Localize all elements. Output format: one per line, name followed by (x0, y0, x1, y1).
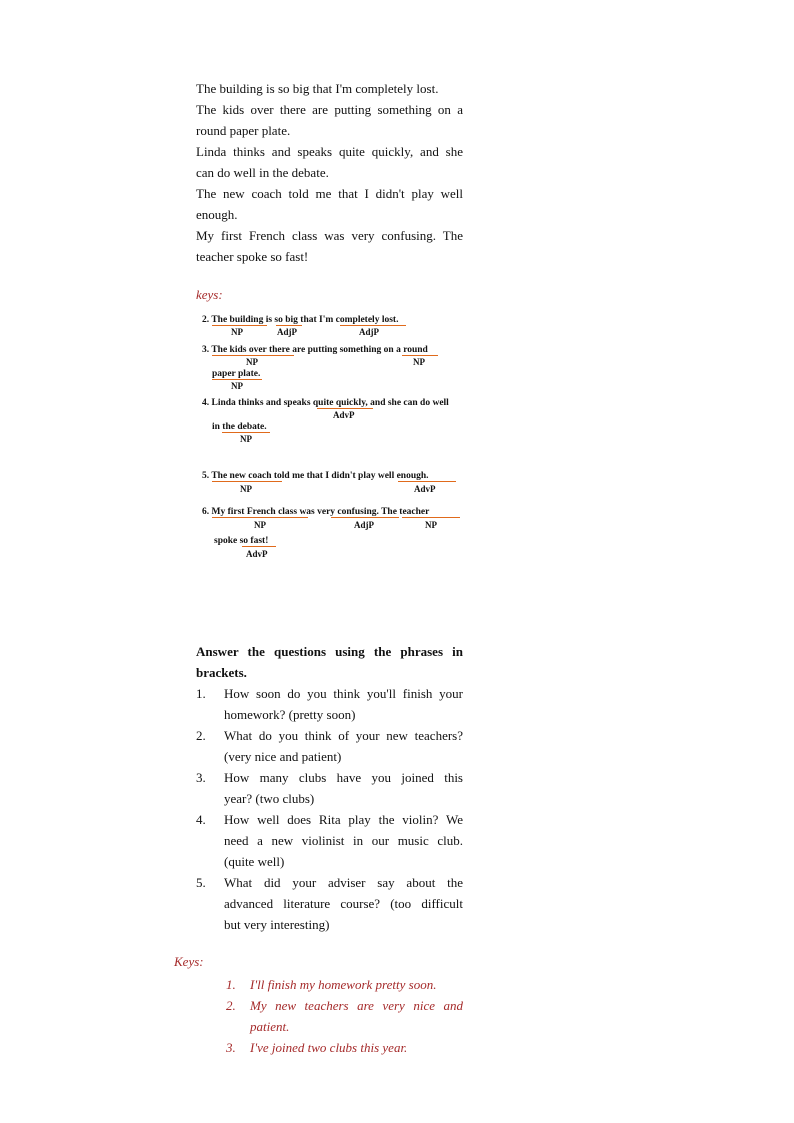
sentence-5-line-1: My first French class was very confusing. The (196, 228, 463, 243)
question-item (196, 683, 463, 725)
sentence-4-line-1: The new coach told me that I didn't play well (196, 186, 463, 201)
question-line: (very nice and patient) (224, 749, 342, 764)
label-np: NP (254, 520, 266, 530)
answer-number: 3. (226, 1040, 236, 1055)
label-np: NP (240, 484, 252, 494)
question-line: What do you think of your new teachers? (224, 728, 463, 743)
exercise-heading (196, 641, 463, 683)
underline-np (402, 517, 460, 518)
sentence-3-line-2: can do well in the debate. (196, 165, 329, 180)
keys-label: keys: (196, 287, 223, 302)
label-np: NP (413, 357, 425, 367)
underline-np (212, 481, 282, 482)
question-line: How many clubs have you joined this (224, 770, 463, 785)
question-number: 5. (196, 875, 206, 890)
label-adjp: AdjP (359, 327, 379, 337)
answer-item (226, 974, 463, 995)
underline-adjp (276, 325, 302, 326)
question-line: What did your adviser say about the (224, 875, 463, 890)
annotated-sentence-3-line-1: 3. The kids over there are putting something on a round (202, 345, 428, 355)
sentence-1-line-1: The building is so big that I'm completely lost. (196, 81, 439, 96)
answer-item (226, 995, 463, 1037)
sentence-2-line-1: The kids over there are putting something on a (196, 102, 463, 117)
sentence-4-line-2: enough. (196, 207, 238, 222)
label-np: NP (231, 381, 243, 391)
label-np: NP (425, 520, 437, 530)
underline-adjp (331, 517, 399, 518)
label-np: NP (246, 357, 258, 367)
exercise-heading-line-1: Answer the questions using the phrases in (196, 644, 463, 659)
label-np: NP (240, 434, 252, 444)
annotated-sentence-6-line-1: 6. My first French class was very confusing. The teacher (202, 507, 430, 517)
underline-np (212, 325, 267, 326)
question-line: How well does Rita play the violin? We (224, 812, 463, 827)
underline-np (212, 379, 262, 380)
label-advp: AdvP (246, 549, 268, 559)
question-number: 1. (196, 686, 206, 701)
question-list (196, 683, 463, 935)
question-line: advanced literature course? (too difficult (224, 896, 463, 911)
question-line: How soon do you think you'll finish your (224, 686, 463, 701)
label-advp: AdvP (333, 410, 355, 420)
exercise-heading-line-2: brackets. (196, 665, 247, 680)
label-adjp: AdjP (277, 327, 297, 337)
answer-number: 2. (226, 998, 236, 1013)
question-number: 2. (196, 728, 206, 743)
sentence-3-line-1: Linda thinks and speaks quite quickly, and she (196, 144, 463, 159)
sentence-list (196, 78, 463, 267)
annotated-sentence-5: 5. The new coach told me that I didn't play well enough. (202, 471, 429, 481)
underline-np (212, 517, 308, 518)
question-line: (quite well) (224, 854, 285, 869)
sentence-5-line-2: teacher spoke so fast! (196, 249, 309, 264)
question-item (196, 725, 463, 767)
underline-advp (317, 408, 373, 409)
annotated-keys-figure (200, 312, 470, 567)
answer-line: My new teachers are very nice and (250, 998, 463, 1013)
annotated-sentence-6-line-2: spoke so fast! (214, 536, 269, 546)
label-np: NP (231, 327, 243, 337)
underline-adjp (340, 325, 406, 326)
answer-keys-label: Keys: (174, 954, 204, 969)
answer-list (226, 974, 463, 1058)
label-advp: AdvP (414, 484, 436, 494)
sentence-2-line-2: round paper plate. (196, 123, 291, 138)
question-number: 4. (196, 812, 206, 827)
question-item (196, 809, 463, 872)
question-line: but very interesting) (224, 917, 330, 932)
underline-advp (398, 481, 456, 482)
question-line: year? (two clubs) (224, 791, 315, 806)
annotated-sentence-4-line-2: in the debate. (212, 422, 267, 432)
annotated-sentence-2: 2. The building is so big that I'm completely lost. (202, 315, 399, 325)
question-number: 3. (196, 770, 206, 785)
label-adjp: AdjP (354, 520, 374, 530)
underline-np (222, 432, 270, 433)
question-item (196, 872, 463, 935)
answer-line: I've joined two clubs this year. (250, 1040, 408, 1055)
answer-number: 1. (226, 977, 236, 992)
underline-np (212, 355, 294, 356)
annotated-sentence-3-line-2: paper plate. (212, 369, 261, 379)
underline-np (402, 355, 438, 356)
answer-line: I'll finish my homework pretty soon. (250, 977, 437, 992)
answer-line: patient. (250, 1019, 290, 1034)
question-item (196, 767, 463, 809)
underline-advp (242, 546, 276, 547)
answer-item (226, 1037, 463, 1058)
question-line: homework? (pretty soon) (224, 707, 356, 722)
question-line: need a new violinist in our music club. (224, 833, 463, 848)
annotated-sentence-4-line-1: 4. Linda thinks and speaks quite quickly, and she can do well (202, 398, 449, 408)
